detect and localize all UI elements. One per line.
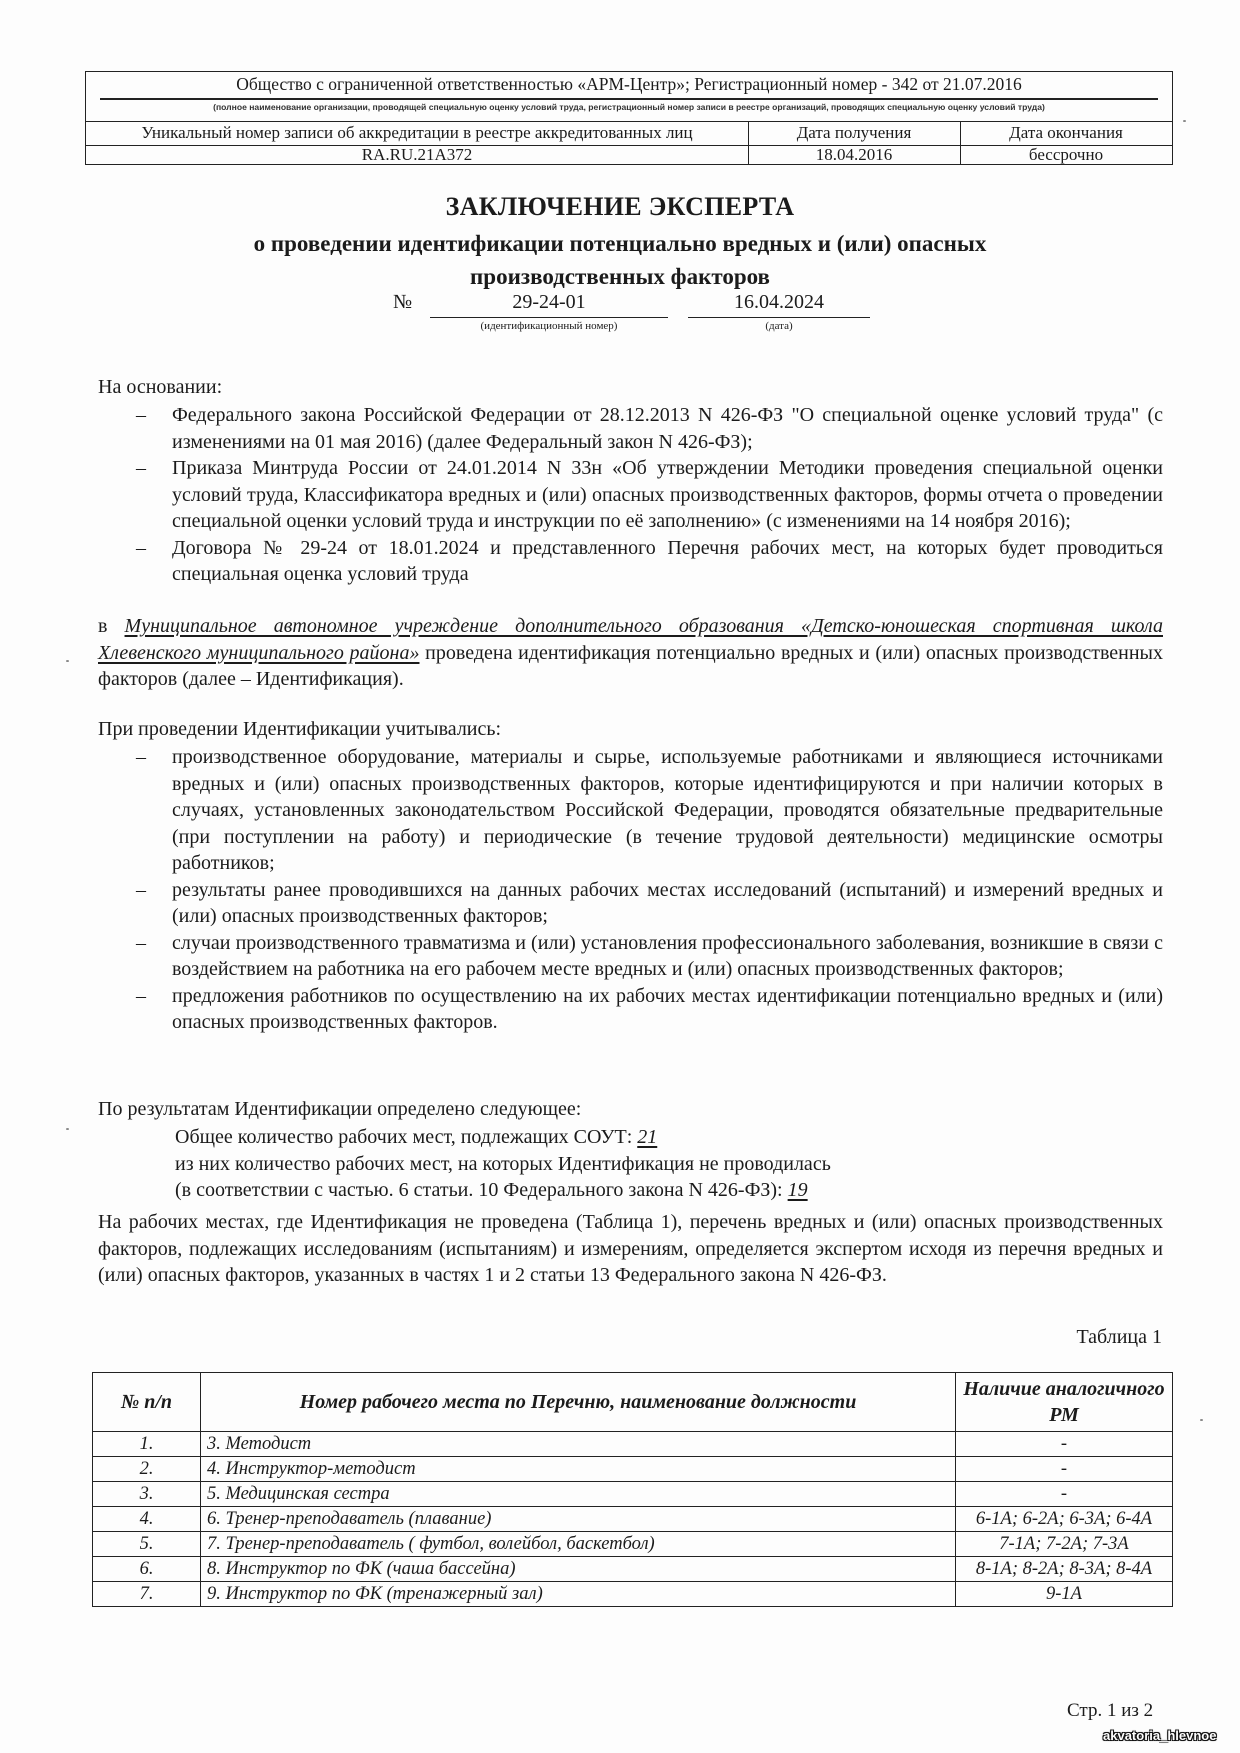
row-number: 1. — [93, 1432, 201, 1457]
basis-item: – Договора № 29-24 от 18.01.2024 и представленного Перечня рабочих мест, на которых будет проводиться специальная оценка условий труда — [136, 536, 1163, 585]
total-workplaces-value: 21 — [637, 1126, 658, 1148]
analog-workplaces: - — [956, 1457, 1173, 1482]
row-number: 4. — [93, 1507, 201, 1532]
id-number: 29-24-01 — [430, 291, 668, 318]
workplace-name: 5. Медицинская сестра — [201, 1482, 956, 1507]
workplace-name: 9. Инструктор по ФК (тренажерный зал) — [201, 1582, 956, 1607]
row-number: 3. — [93, 1482, 201, 1507]
date-caption: (дата) — [765, 320, 793, 332]
dash-bullet: – — [136, 536, 146, 559]
table-row — [93, 1482, 1173, 1507]
table-row — [93, 1432, 1173, 1457]
considered-item: – предложения работников по осуществлению на их рабочих местах идентификации потенциально вредных и (или) опасных производственных факторов. — [136, 984, 1163, 1033]
dash-bullet: – — [136, 404, 146, 426]
table-row — [93, 1532, 1173, 1557]
page-number: Стр. 1 из 2 — [1067, 1700, 1154, 1721]
scan-speck — [1200, 1419, 1203, 1421]
workplace-name: 7. Тренер-преподаватель ( футбол, волейбол, баскетбол) — [201, 1532, 956, 1557]
col-date-expiry: Дата окончания — [1009, 123, 1123, 142]
dash-bullet: – — [136, 931, 146, 954]
row-number: 5. — [93, 1532, 201, 1557]
dash-bullet: – — [136, 984, 146, 1007]
row-number: 6. — [93, 1557, 201, 1582]
accreditation-header-row — [86, 121, 1172, 146]
table-row — [93, 1507, 1173, 1532]
row-number: 7. — [93, 1582, 201, 1607]
accreditation-value-row — [86, 144, 1172, 165]
scan-speck — [66, 660, 69, 662]
col-date-received: Дата получения — [748, 122, 961, 145]
id-number-caption: (идентификационный номер) — [480, 320, 618, 332]
scan-speck — [66, 1128, 69, 1130]
workplace-name: 3. Методист — [201, 1432, 956, 1457]
workplace-name: 8. Инструктор по ФК (чаша бассейна) — [201, 1557, 956, 1582]
table-caption: Таблица 1 — [1076, 1326, 1162, 1348]
total-workplaces: Общее количество рабочих мест, подлежащих СОУТ: 21 — [175, 1126, 658, 1148]
table-row — [93, 1457, 1173, 1482]
analog-workplaces: 8-1А; 8-2А; 8-3А; 8-4А — [956, 1557, 1173, 1582]
header-number: № п/п — [93, 1373, 201, 1432]
number-sign: № — [393, 291, 413, 313]
considered-item: – производственное оборудование, материалы и сырье, используемые работниками и являющиеся источниками вредных и (или) опасных производственных факторов, которые идентифицируются и при наличии которых в случаях, установленных законодательством Российской Федерации, проводятся обязательные предварительные (при поступлении на работу) и периодические (в течение трудовой деятельности) медицинские осмотры работников; — [136, 746, 1163, 874]
workplace-name: 4. Инструктор-методист — [201, 1457, 956, 1482]
not-identified-line-1: из них количество рабочих мест, на которых Идентификация не проводилась — [175, 1152, 831, 1175]
considered-item: – результаты ранее проводившихся на данных рабочих местах исследований (испытаний) и измерений вредных и (или) опасных производственных факторов; — [136, 878, 1163, 927]
document-date: 16.04.2024 — [688, 291, 870, 318]
col-registry-number: Уникальный номер записи об аккредитации в реестре аккредитованных лиц — [86, 122, 749, 145]
dash-bullet: – — [136, 457, 146, 479]
dash-bullet: – — [136, 746, 146, 768]
accreditation-header — [85, 71, 1173, 165]
basis-label: На основании: — [98, 376, 223, 398]
conclusion-paragraph: На рабочих местах, где Идентификация не проведена (Таблица 1), перечень вредных и (или) опасных производственных факторов, подлежащих исследованиям (испытаниям) и измерениям, определяется экспертом исходя из перечня вредных и (или) опасных факторов, указанных в частях 1 и 2 статьи 13 Федерального закона N 426-ФЗ. — [98, 1211, 1163, 1286]
analog-workplaces: - — [956, 1432, 1173, 1457]
scan-speck — [1183, 120, 1186, 122]
results-block — [175, 1124, 831, 1204]
subtitle-line-2: производственных факторов — [470, 264, 770, 289]
considered-item: – случаи производственного травматизма и (или) установления профессионального заболевания, возникшие в связи с воздействием на работника на его рабочем месте вредных и (или) опасных производственных факторов; — [136, 931, 1163, 980]
workplaces-table — [92, 1372, 1173, 1607]
table-row — [93, 1582, 1173, 1607]
considered-list — [98, 744, 1163, 1036]
watermark: akvatoria_hlevnoe — [1103, 1728, 1217, 1743]
registry-number: RA.RU.21А372 — [86, 144, 749, 165]
document-subtitle — [0, 227, 1240, 293]
date-received: 18.04.2016 — [748, 144, 961, 165]
not-identified-value: 19 — [787, 1179, 808, 1201]
organization-note: (полное наименование организации, проводящей специальную оценку условий труда, регистрационный номер записи в реестре организаций, проводящих специальную оценку условий труда) — [213, 102, 1045, 112]
basis-list — [98, 402, 1163, 588]
organization-name: Общество с ограниченной ответственностью «АРМ-Центр»; Регистрационный номер - 342 от 21.07.2016 — [236, 74, 1022, 94]
basis-item: – Приказа Минтруда России от 24.01.2014 N 33н «Об утверждении Методики проведения специальной оценки условий труда, Классификатора вредных и (или) опасных производственных факторов, формы отчета о проведении специальной оценки условий труда и инструкции по её заполнению» (с изменениями на 14 ноября 2016); — [136, 457, 1163, 532]
table-row — [93, 1557, 1173, 1582]
organization-paragraph: в Муниципальное автономное учреждение дополнительного образования «Детско-юношеская спортивная школа Хлевенского муниципального района» проведена идентификация потенциально вредных и (или) опасных производственных факторов (далее – Идентификация). — [98, 615, 1163, 690]
row-number: 2. — [93, 1457, 201, 1482]
header-analog: Наличие аналогичного РМ — [956, 1373, 1173, 1432]
header-workplace: Номер рабочего места по Перечню, наименование должности — [201, 1373, 956, 1432]
analog-workplaces: - — [956, 1482, 1173, 1507]
dash-bullet: – — [136, 878, 146, 901]
considered-label: При проведении Идентификации учитывались: — [98, 718, 502, 740]
results-label: По результатам Идентификации определено следующее: — [98, 1098, 582, 1120]
subtitle-line-1: о проведении идентификации потенциально вредных и (или) опасных — [253, 231, 987, 256]
date-expiry: бессрочно — [1028, 145, 1104, 164]
table-header-row — [93, 1373, 1173, 1432]
client-organization-name: Муниципальное автономное учреждение дополнительного образования «Детско-юношеская спортивная школа Хлевенского муниципального района» — [98, 615, 1163, 664]
analog-workplaces: 7-1А; 7-2А; 7-3А — [956, 1532, 1173, 1557]
document-title: ЗАКЛЮЧЕНИЕ ЭКСПЕРТА — [445, 192, 795, 221]
basis-item: – Федерального закона Российской Федерации от 28.12.2013 N 426-ФЗ "О специальной оценке условий труда" (с изменениями на 01 мая 2016) (далее Федеральный закон N 426-ФЗ); — [136, 404, 1163, 453]
workplace-name: 6. Тренер-преподаватель (плавание) — [201, 1507, 956, 1532]
analog-workplaces: 6-1А; 6-2А; 6-3А; 6-4А — [956, 1507, 1173, 1532]
not-identified-line-2: (в соответствии с частью. 6 статьи. 10 Федерального закона N 426-ФЗ): 19 — [175, 1179, 808, 1201]
analog-workplaces: 9-1А — [956, 1582, 1173, 1607]
